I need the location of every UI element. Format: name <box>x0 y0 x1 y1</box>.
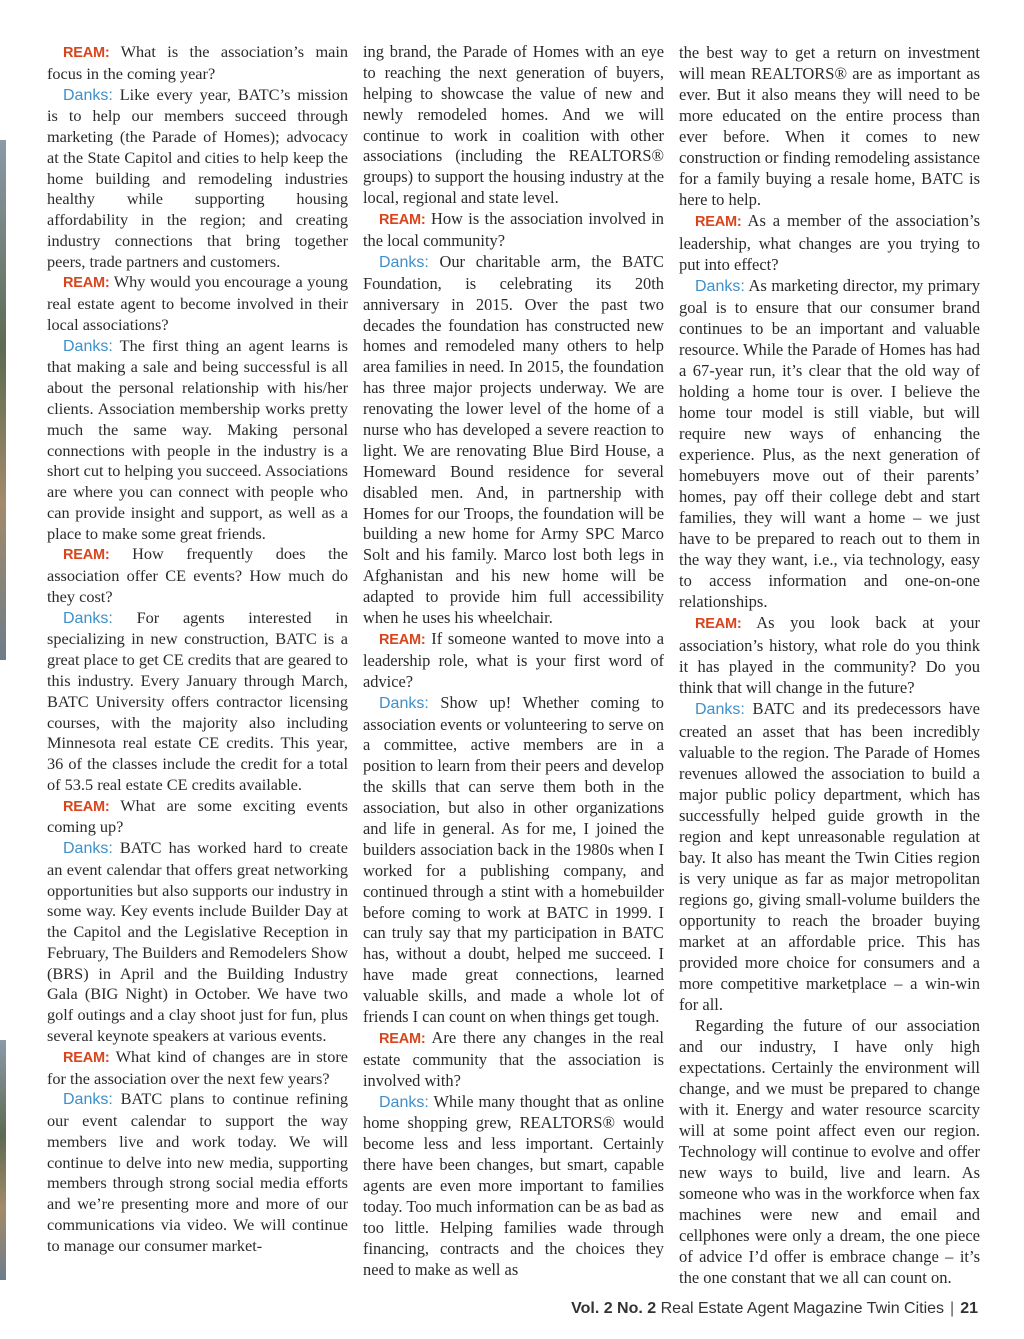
answer-paragraph <box>47 336 348 545</box>
paragraph-text: Like every year, BATC’s mission is to help our members succeed through marketing (the Parade of Homes); advocacy at the State Capitol and cities to help keep the home building and remodeling industries healthy while supporting housing affordability in the region; and creating industry connections that bring together peers, trade partners and customers. <box>47 84 348 271</box>
interviewee-label: Danks: <box>63 1091 113 1109</box>
paragraph-text: For agents interested in specializing in new construction, BATC is a great place to get CE credits that are geared to this industry. Every January through March, BATC University offers contractor licensing courses, with the majority also including Minnesota real estate CE credits. This year, 36 of the classes include the credit for a total of 53.5 real estate CE credits available. <box>47 607 348 794</box>
paragraph-text: As you look back at your association’s history, what role do you think it has played in the community? Do you think that will change in the future? <box>679 613 980 698</box>
paragraph-text: While many thought that as online home shopping grew, REALTORS® would become less and less important. Certainly there have been changes, but smart, capable agents are even more important to families today. Too much information can be as bad as too little. Helping families wade through financing, contracts and the choices they need to make as well as <box>363 1091 664 1279</box>
footer-page-number: 21 <box>960 1300 978 1317</box>
footer-publication: Real Estate Agent Magazine Twin Cities <box>660 1300 945 1317</box>
question-paragraph <box>47 272 348 335</box>
question-paragraph <box>363 209 664 252</box>
paragraph-text: As a member of the association’s leadership, what changes are you trying to put into effect? <box>679 211 980 275</box>
paragraph-text: Why would you encourage a young real estate agent to become involved in their local associations? <box>47 272 348 334</box>
answer-paragraph <box>363 1092 664 1281</box>
interviewer-label: REAM: <box>63 275 110 292</box>
left-edge-photo-strip <box>0 1040 6 1280</box>
paragraph-text: What kind of changes are in store for the association over the next few years? <box>47 1046 348 1088</box>
interviewee-label: Danks: <box>63 609 113 627</box>
paragraph-text: What is the association’s main focus in the coming year? <box>47 42 348 83</box>
page-footer <box>571 1300 978 1318</box>
interviewer-label: REAM: <box>695 616 742 633</box>
footer-separator: | <box>950 1300 955 1317</box>
paragraph-text: BATC has worked hard to create an event calendar that offers great networking opportunities but also supports our industry in some way. Key events include Builder Day at the Capitol and the Legislative Reception in February, The Builders and Remodelers Show (BRS) in April and the Building Industry Gala (BIG Night) in October. We have two golf outings and a clay shoot just for fun, plus several keynote speakers at various events. <box>47 838 348 1045</box>
paragraph-text: BATC and its predecessors have created an asset that has been incredibly valuable to the region. The Parade of Homes revenues allowed the association to build a major public policy department, which has successfully helped guide growth in the region and kept unreasonable regulation at bay. It also has meant the Twin Cities region is very unique as far as major metropolitan regions go, giving small-volume builders the opportunity to reach the broader buying market at an affordable price. This has provided more choice for consumers and a more competitive marketplace – a win-win for all. <box>679 699 980 1014</box>
question-paragraph <box>679 210 980 275</box>
interviewee-label: Danks: <box>379 694 429 712</box>
answer-paragraph <box>47 838 348 1047</box>
interviewer-label: REAM: <box>63 798 110 815</box>
interviewer-label: REAM: <box>63 547 110 564</box>
interviewee-label: Danks: <box>63 86 113 104</box>
answer-paragraph <box>679 275 980 612</box>
interviewee-label: Danks: <box>379 1093 429 1111</box>
interviewer-label: REAM: <box>63 45 110 61</box>
paragraph-text: Our charitable arm, the BATC Foundation, is celebrating its 20th anniversary in 2015. Over the past two decades the foundation has constructed new homes and remodeled many others to help area families in need. In 2015, the foundation has three major projects underway. We are renovating the lower level of the home of a nurse who has developed a severe reaction to light. We are renovating Blue Bird House, a Homeward Bound residence for several disabled men. And, in partnership with Homes for our Troops, the foundation will be building a new home for Army SPC Marco Solt and his family. Marco lost both legs in Afghanistan and his new home will be adapted to provide him full accessibility when he uses his wheelchair. <box>363 251 664 628</box>
interviewee-label: Danks: <box>63 337 113 355</box>
paragraph-text: ing brand, the Parade of Homes with an eye to reaching the next generation of buyers, helping to showcase the value of new and newly remodeled homes. And we will continue to work in coalition with other associations (including the REALTORS® groups) to support the housing industry at the local, regional and state level. <box>363 42 664 208</box>
answer-paragraph <box>363 693 664 1028</box>
paragraph-text: The first thing an agent learns is that making a sale and being successful is all about the personal relationship with his/her clients. Association membership works pretty much the same way. Making personal connections with people in the industry is a short cut to helping you succeed. Associations are where you can connect with people who can provide insight and support, as well as a place to make some great friends. <box>47 335 348 543</box>
answer-paragraph <box>47 85 348 273</box>
question-paragraph <box>363 1028 664 1092</box>
interviewer-label: REAM: <box>379 631 426 648</box>
continued-paragraph <box>363 42 664 209</box>
interviewee-label: Danks: <box>379 253 429 271</box>
question-paragraph <box>47 544 348 607</box>
interviewer-label: REAM: <box>379 212 426 229</box>
paragraph-text: What are some exciting events coming up? <box>47 795 348 837</box>
interviewee-label: Danks: <box>63 840 113 858</box>
answer-paragraph <box>47 608 348 796</box>
question-paragraph <box>47 42 348 85</box>
paragraph-text: Show up! Whether coming to association events or volunteering to serve on a committee, active members are in a position to learn from their peers and develop the skills that can serve them both in the association, but also in other organizations and life in general. As for me, I joined the builders association back in the 1980s when I worked for a publishing company, and continued through a stint with a homebuilder before coming to work at BATC in 1999. I can truly say that my participation in BATC has, without a doubt, helped me succeed. I have made great connections, learned valuable skills, and made a whole lot of friends I can count on when things get tough. <box>363 692 664 1026</box>
body-paragraph <box>679 1015 980 1288</box>
interviewer-label: REAM: <box>379 1030 426 1047</box>
paragraph-text: Are there any changes in the real estate community that the association is involved with? <box>363 1027 664 1090</box>
paragraph-text: If someone wanted to move into a leadership role, what is your first word of advice? <box>363 628 664 691</box>
question-paragraph <box>47 796 348 839</box>
paragraph-text: BATC plans to continue refining our event calendar to support the way members live and work today. We will continue to delve into new media, supporting members through strong social media efforts and we’re presenting more and more of our communications via video. We will continue to manage our consumer market- <box>47 1089 348 1255</box>
question-paragraph <box>679 612 980 698</box>
left-edge-photo-strip <box>0 140 6 660</box>
question-paragraph <box>47 1047 348 1090</box>
answer-paragraph <box>47 1089 348 1256</box>
article-column-3 <box>679 42 980 1288</box>
article-column-1 <box>47 42 348 1256</box>
paragraph-text: Regarding the future of our association and our industry, I have only high expectations. Certainly the environment will change, and we must be prepared to change with it. Energy and water resource scarcity will at some point affect even our region. Technology will continue to evolve and offer new ways to build, live and learn. As someone who was in the workforce when fax machines were new and email and cellphones were only a dream, the one piece of advice I’d offer is embrace change – it’s the one constant that we all can count on. <box>679 1015 980 1287</box>
footer-volume: Vol. 2 No. 2 <box>571 1300 657 1317</box>
question-paragraph <box>363 629 664 693</box>
continued-paragraph <box>679 42 980 210</box>
paragraph-text: the best way to get a return on investment will mean REALTORS® are as important as ever. But it also means they will need to be more educated on the entire process than ever before. When it comes to new construction or finding remodeling assistance for a family buying a resale home, BATC is here to help. <box>679 43 980 210</box>
paragraph-text: As marketing director, my primary goal is to ensure that our consumer brand continues to be an important and valuable resource. While the Parade of Homes has had a 67-year run, it’s clear that the old way of holding a home tour is over. I believe the home tour model is still viable, but will require new ways of enhancing the experience. Plus, as the next generation of homebuyers move out of their parents’ homes, pay off their college debt and start families, they will want a home – we just have to be prepared to reach out to them in the way they want, i.e., via technology, easy to access information and one-on-one relationships. <box>679 276 980 612</box>
article-column-2 <box>363 42 664 1281</box>
paragraph-text: How is the association involved in the local community? <box>363 209 664 251</box>
interviewer-label: REAM: <box>695 214 742 231</box>
interviewer-label: REAM: <box>63 1049 110 1066</box>
paragraph-text: How frequently does the association offer CE events? How much do they cost? <box>47 544 348 606</box>
answer-paragraph <box>363 252 664 629</box>
interviewee-label: Danks: <box>695 701 745 719</box>
interviewee-label: Danks: <box>695 278 745 296</box>
answer-paragraph <box>679 698 980 1014</box>
